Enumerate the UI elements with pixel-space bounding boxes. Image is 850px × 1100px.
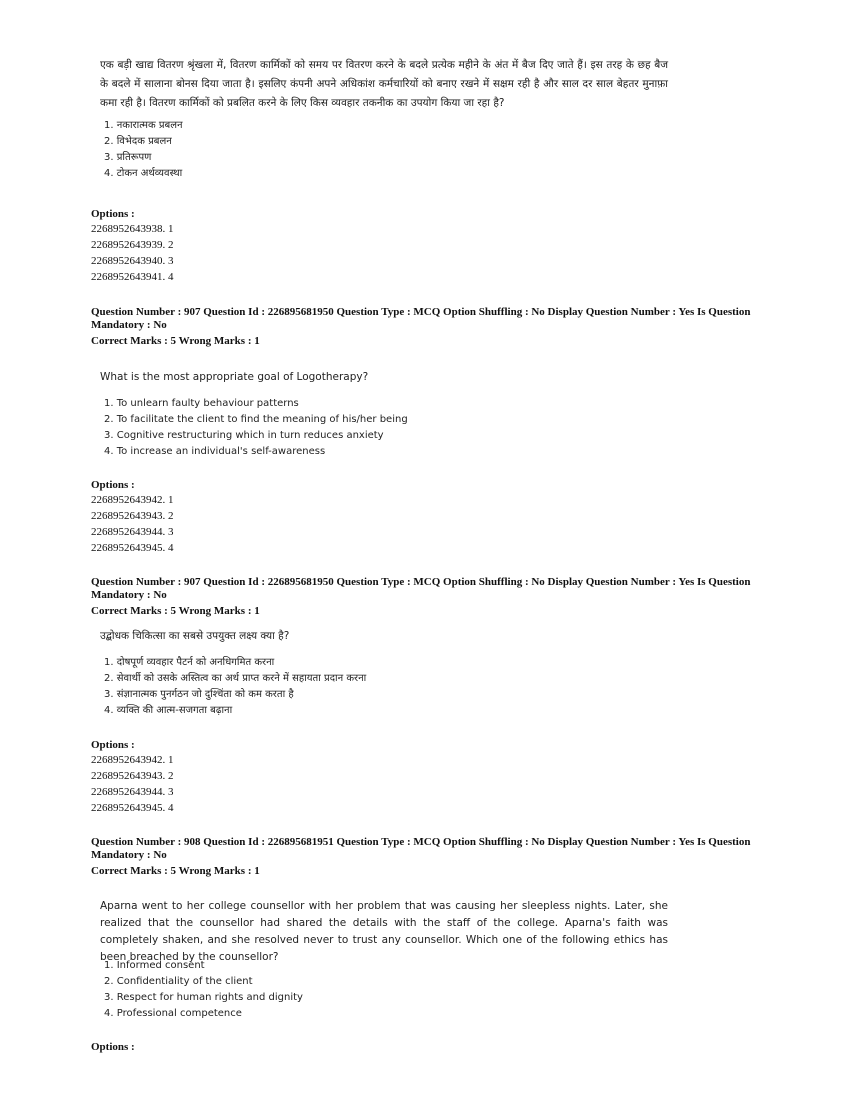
meta-line: Mandatory : No	[91, 849, 167, 861]
choice: 2. सेवार्थी को उसके अस्तित्व का अर्थ प्राप्त करने में सहायता प्रदान करना	[104, 673, 367, 684]
option-id: 2268952643942. 1	[91, 494, 174, 506]
choice: 2. Confidentiality of the client	[104, 976, 253, 987]
option-id: 2268952643945. 4	[91, 542, 174, 554]
question-text: What is the most appropriate goal of Logotherapy?	[100, 371, 369, 383]
choice: 1. दोषपूर्ण व्यवहार पैटर्न को अनधिगमित करना	[104, 657, 275, 668]
option-id-list	[91, 492, 174, 556]
option-id: 2268952643941. 4	[91, 271, 174, 283]
answer-choices	[104, 396, 408, 460]
choice: 2. विभेदक प्रबलन	[104, 136, 172, 147]
choice: 3. Cognitive restructuring which in turn reduces anxiety	[104, 430, 384, 441]
question-text-hindi: एक बड़ी खाद्य वितरण श्रृंखला में, वितरण कार्मिकों को समय पर वितरण करने के बदले प्रत्येक महीने के अंत में बैज दिए जाते हैं। इस तरह के छह बैज के बदले में सालाना बोनस दिया जाता है। इसलिए कंपनी अपने अधिकांश कर्मचारियों को बनाए रखने में सक्षम रही है और साल दर साल बेहतर मुनाफ़ा कमा रही है। वितरण कार्मिकों को प्रबलित करने के लिए किस व्यवहार तकनीक का उपयोग किया जा रहा है?	[100, 59, 668, 109]
option-id: 2268952643943. 2	[91, 510, 174, 522]
choice: 3. प्रतिरूपण	[104, 152, 152, 163]
choice: 2. To facilitate the client to find the meaning of his/her being	[104, 414, 408, 425]
option-id-list	[91, 221, 174, 285]
options-title: Options :	[91, 208, 135, 220]
option-id: 2268952643938. 1	[91, 223, 174, 235]
option-id: 2268952643945. 4	[91, 802, 174, 814]
marks-line: Correct Marks : 5 Wrong Marks : 1	[91, 865, 260, 877]
meta-line: Question Number : 907 Question Id : 226895681950 Question Type : MCQ Option Shuffling : No Display Question Number : Yes Is Question	[91, 576, 751, 588]
option-id: 2268952643944. 3	[91, 526, 174, 538]
choice: 3. Respect for human rights and dignity	[104, 992, 303, 1003]
meta-line: Mandatory : No	[91, 589, 167, 601]
option-id: 2268952643940. 3	[91, 255, 174, 267]
answer-choices	[104, 655, 366, 719]
option-id-list	[91, 752, 174, 816]
choice: 1. To unlearn faulty behaviour patterns	[104, 398, 299, 409]
option-id: 2268952643942. 1	[91, 754, 174, 766]
question-text: Aparna went to her college counsellor with her problem that was causing her sleepless nights. Later, she realized that the counsellor had shared the details with the staff of the college. Aparna's faith was completely shaken, and she resolved never to trust any counsellor. Which one of the following ethics has been breached by the counsellor?	[100, 900, 668, 963]
question-meta	[91, 306, 751, 348]
choice: 4. To increase an individual's self-awareness	[104, 446, 326, 457]
question-meta	[91, 576, 751, 618]
option-id: 2268952643943. 2	[91, 770, 174, 782]
question-text-hindi: उद्बोधक चिकित्सा का सबसे उपयुक्त लक्ष्य क्या है?	[100, 630, 290, 642]
meta-line: Mandatory : No	[91, 319, 167, 331]
meta-line: Question Number : 908 Question Id : 226895681951 Question Type : MCQ Option Shuffling : No Display Question Number : Yes Is Question	[91, 836, 751, 848]
option-id: 2268952643944. 3	[91, 786, 174, 798]
options-title: Options :	[91, 1041, 135, 1053]
answer-choices	[104, 958, 303, 1022]
choice: 4. Professional competence	[104, 1008, 242, 1019]
marks-line: Correct Marks : 5 Wrong Marks : 1	[91, 605, 260, 617]
options-title: Options :	[91, 479, 135, 491]
meta-line: Question Number : 907 Question Id : 226895681950 Question Type : MCQ Option Shuffling : No Display Question Number : Yes Is Question	[91, 306, 751, 318]
choice: 4. टोकन अर्थव्यवस्था	[104, 168, 183, 179]
options-title: Options :	[91, 739, 135, 751]
answer-choices	[104, 118, 183, 182]
choice: 3. संज्ञानात्मक पुनर्गठन जो दुश्चिंता को कम करता है	[104, 689, 294, 700]
question-meta	[91, 836, 751, 878]
option-id: 2268952643939. 2	[91, 239, 174, 251]
marks-line: Correct Marks : 5 Wrong Marks : 1	[91, 335, 260, 347]
choice: 1. Informed consent	[104, 960, 205, 971]
choice: 1. नकारात्मक प्रबलन	[104, 120, 183, 131]
choice: 4. व्यक्ति की आत्म-सजगता बढ़ाना	[104, 705, 233, 716]
